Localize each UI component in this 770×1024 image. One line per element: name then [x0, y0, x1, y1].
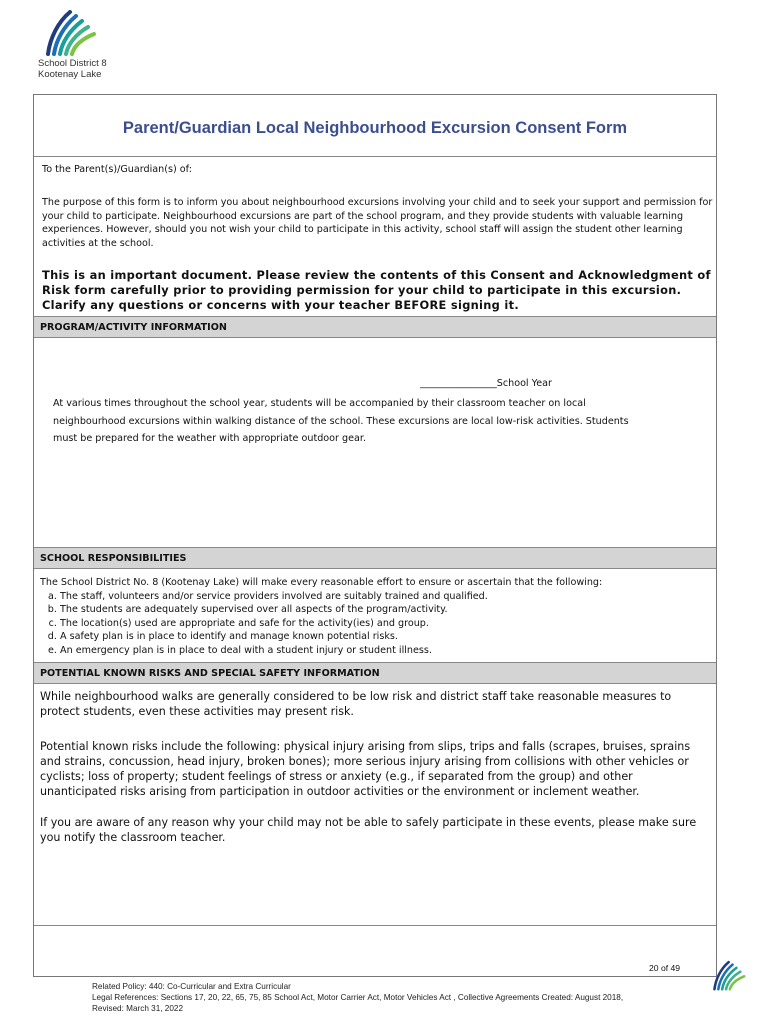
logo-swoosh-icon	[708, 952, 748, 998]
responsibilities-intro: The School District No. 8 (Kootenay Lake) will make every reasonable effort to ensure or ascertain that the following:	[40, 577, 603, 588]
policy-footer	[92, 981, 623, 1014]
risks-paragraph-3: If you are aware of any reason why your child may not be able to safely participate in these events, please make sure you notify the classroom teacher.	[40, 816, 697, 844]
list-item: e. An emergency plan is in place to deal with a student injury or student illness.	[60, 644, 712, 658]
responsibilities-section-heading: SCHOOL RESPONSIBILITIES	[34, 547, 716, 569]
footer-policy-line: Related Policy: 440: Co-Curricular and Extra Curricular	[92, 982, 291, 991]
district-logo	[38, 8, 118, 80]
title-divider	[34, 156, 716, 157]
logo-line-1: School District 8	[38, 58, 107, 69]
logo-line-2: Kootenay Lake	[38, 69, 102, 80]
school-year-field[interactable]: ________________School Year	[420, 378, 552, 389]
footer-legal-line: Legal References: Sections 17, 20, 22, 65, 75, 85 School Act, Motor Carrier Act, Motor Vehicles Act , Collective Agreements Created: August 2018,	[92, 993, 624, 1002]
risks-section-heading: POTENTIAL KNOWN RISKS AND SPECIAL SAFETY INFORMATION	[34, 662, 716, 684]
important-notice: This is an important document. Please review the contents of this Consent and Acknowledgment of Risk form carefully prior to providing permission for your child to participate in this excursion. Clarify any questions or concerns with your teacher BEFORE signing it.	[42, 268, 711, 313]
list-item: d. A safety plan is in place to identify and manage known potential risks.	[60, 630, 712, 644]
page-number: 20 of 49	[649, 963, 681, 973]
footer-logo	[708, 952, 748, 1002]
purpose-paragraph: The purpose of this form is to inform you about neighbourhood excursions involving your child and to seek your support and permission for your child to participate. Neighbourhood excursions are part of the school program, and they provide students with valuable learning experiences. However, should you not wish your child to participate in this activity, school staff will assign the student other learning activities at the school.	[42, 197, 713, 249]
responsibilities-block	[40, 576, 712, 658]
risks-paragraph-1: While neighbourhood walks are generally considered to be low risk and district staff take reasonable measures to protect students, even these activities may present risk.	[40, 690, 672, 718]
list-item: c. The location(s) used are appropriate and safe for the activity(ies) and group.	[60, 617, 712, 631]
form-title: Parent/Guardian Local Neighbourhood Excursion Consent Form	[122, 119, 628, 137]
list-item: b. The students are adequately supervised over all aspects of the program/activity.	[60, 603, 712, 617]
to-parent-line: To the Parent(s)/Guardian(s) of:	[42, 164, 192, 175]
responsibilities-list	[40, 590, 712, 658]
program-section-heading: PROGRAM/ACTIVITY INFORMATION	[34, 316, 716, 338]
logo-swoosh-icon	[38, 8, 100, 56]
risks-paragraph-2: Potential known risks include the following: physical injury arising from slips, trips and falls (scrapes, bruises, sprains and strains, concussion, head injury, broken bones); more serious injury arising from collisions with other vehicles or cyclists; loss of property; student feelings of stress or anxiety (e.g., if separated from the group) and other unanticipated risks arising from participation in outdoor activities or the environment or inclement weather.	[40, 740, 691, 798]
list-item: a. The staff, volunteers and/or service providers involved are suitably trained and qualified.	[60, 590, 712, 604]
consent-form-frame	[33, 94, 717, 977]
program-description: At various times throughout the school year, students will be accompanied by their classroom teacher on local neighbourhood excursions within walking distance of the school. These excursions are local low-risk activities. Students must be prepared for the weather with appropriate outdoor gear.	[53, 398, 629, 444]
footer-revised-line: Revised: March 31, 2022	[92, 1004, 184, 1013]
footer-divider	[34, 925, 716, 926]
